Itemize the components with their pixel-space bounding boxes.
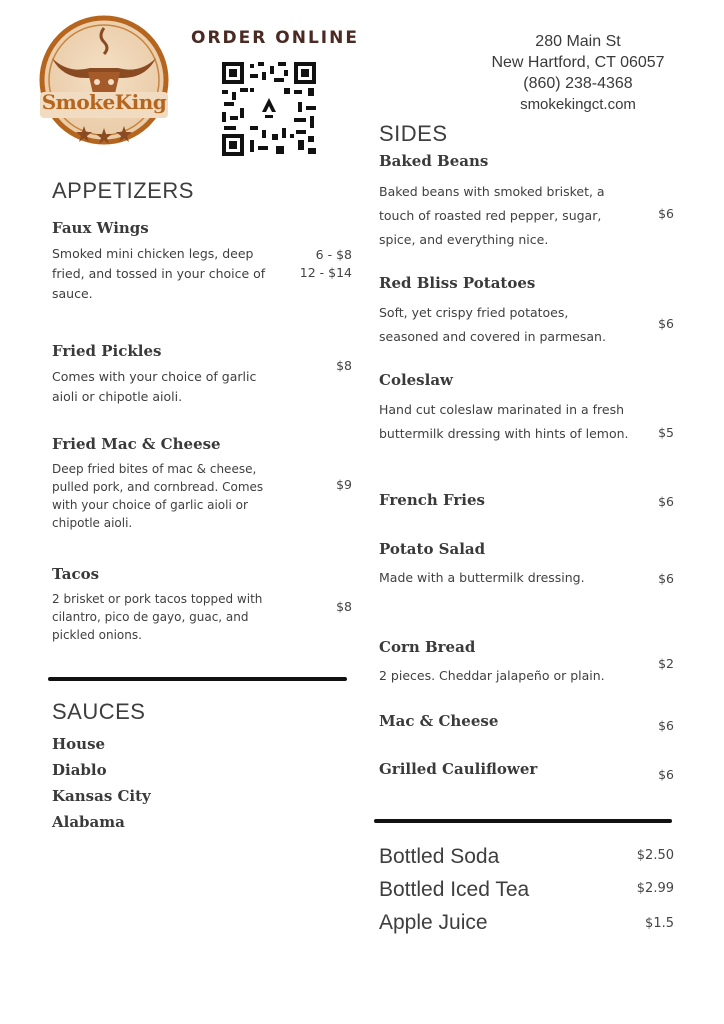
item-name: Tacos xyxy=(52,565,100,583)
item-price: $6 xyxy=(658,316,674,331)
sauce-item: Kansas City xyxy=(52,787,151,805)
appetizers-heading: APPETIZERS xyxy=(52,178,194,203)
drink-price: $2.50 xyxy=(636,848,674,863)
item-description: Soft, yet crispy fried potatoes, seasoned and covered in parmesan. xyxy=(379,305,606,344)
item-description: Hand cut coleslaw marinated in a fresh buttermilk dressing with hints of lemon. xyxy=(379,402,629,441)
drink-price: $2.99 xyxy=(636,881,674,896)
item-price: $5 xyxy=(658,425,674,440)
item-description: Baked beans with smoked brisket, a touch of roasted red pepper, sugar, spice, and everything nice. xyxy=(379,184,605,247)
order-qr-code[interactable] xyxy=(220,60,318,158)
item-description: Deep fried bites of mac & cheese, pulled pork, and cornbread. Comes with your choice of garlic aioli or chipotle aioli. xyxy=(52,462,264,530)
item-price: $6 xyxy=(658,767,674,782)
order-online-heading: ORDER ONLINE xyxy=(191,28,359,48)
sauce-item: House xyxy=(52,735,106,753)
sauce-item: Alabama xyxy=(52,813,125,831)
phone-number[interactable]: (860) 238-4368 xyxy=(523,75,633,92)
item-description: 2 pieces. Cheddar jalapeño or plain. xyxy=(379,668,605,683)
item-name: Coleslaw xyxy=(379,371,453,389)
smokeking-logo xyxy=(38,14,170,150)
item-description: Smoked mini chicken legs, deep fried, and tossed in your choice of sauce. xyxy=(52,246,266,301)
item-price: $2 xyxy=(658,656,674,671)
item-name: Faux Wings xyxy=(52,219,149,237)
item-description: Made with a buttermilk dressing. xyxy=(379,570,585,585)
item-price: $6 xyxy=(658,571,674,586)
logo-wordmark: SmokeKing xyxy=(41,90,167,114)
item-name: Fried Pickles xyxy=(52,342,162,360)
menu-item xyxy=(52,219,352,237)
item-price-large: 12 - $14 xyxy=(299,265,352,280)
drink-name: Apple Juice xyxy=(379,911,488,934)
item-price: $8 xyxy=(336,358,352,373)
address-city: New Hartford, CT 06057 xyxy=(491,54,665,71)
item-name: Grilled Cauliflower xyxy=(379,760,538,778)
item-description: Comes with your choice of garlic aioli or chipotle aioli. xyxy=(52,369,257,404)
drink-name: Bottled Iced Tea xyxy=(379,878,530,901)
website-link[interactable]: smokekingct.com xyxy=(520,96,636,113)
sauce-list xyxy=(52,735,151,839)
item-price: $8 xyxy=(336,599,352,614)
sauce-item: Diablo xyxy=(52,761,107,779)
item-price: $6 xyxy=(658,718,674,733)
item-name: Potato Salad xyxy=(379,540,486,558)
item-name: Mac & Cheese xyxy=(379,712,499,730)
item-description: 2 brisket or pork tacos topped with cilantro, pico de gayo, guac, and pickled onions. xyxy=(52,592,263,642)
sauces-heading: SAUCES xyxy=(52,699,146,724)
item-price: $9 xyxy=(336,477,352,492)
logo-badge-icon xyxy=(38,14,170,150)
item-name: Baked Beans xyxy=(379,152,489,170)
item-price: 6 - $8 xyxy=(315,247,352,262)
item-name: Corn Bread xyxy=(379,638,476,656)
item-price: $6 xyxy=(658,494,674,509)
item-name: Fried Mac & Cheese xyxy=(52,435,221,453)
address-street: 280 Main St xyxy=(535,33,621,50)
section-divider xyxy=(374,819,672,823)
item-name: Red Bliss Potatoes xyxy=(379,274,536,292)
section-divider xyxy=(48,677,347,681)
drink-name: Bottled Soda xyxy=(379,845,500,868)
item-price: $6 xyxy=(658,206,674,221)
contact-block xyxy=(462,31,694,115)
qr-code-icon xyxy=(220,60,318,158)
drink-price: $1.5 xyxy=(645,916,674,931)
sides-heading: SIDES xyxy=(379,121,448,146)
item-name: French Fries xyxy=(379,491,485,509)
